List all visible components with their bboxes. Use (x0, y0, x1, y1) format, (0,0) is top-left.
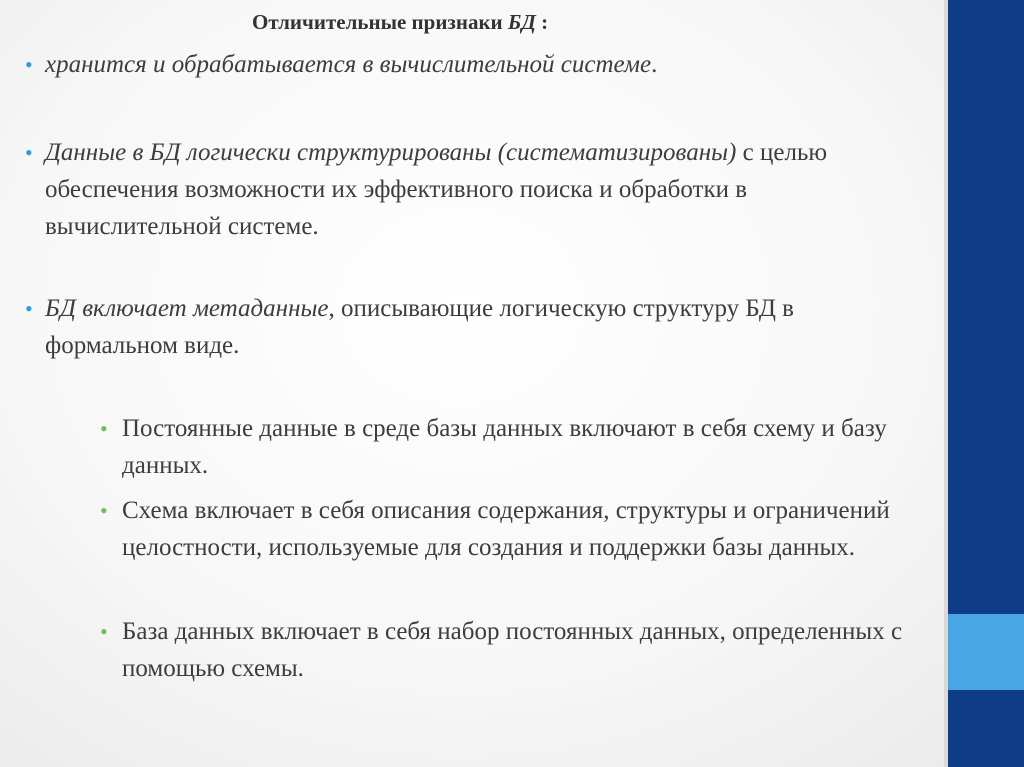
sub-bullet-2: • Схема включает в себя описания содержания, структуры и ограничений целостности, используемые для создания и поддержки базы данных. (122, 492, 922, 566)
sub-bullet-3: • База данных включает в себя набор постоянных данных, определенных с помощью схемы. (122, 613, 922, 687)
bullet-marker: • (25, 140, 33, 165)
sub-bullet-marker: • (100, 498, 108, 523)
bullet-marker: • (25, 52, 33, 77)
bullet-3: • БД включает метаданные, описывающие логическую структуру БД в формальном виде. (45, 290, 925, 364)
sub-bullet-1: • Постоянные данные в среде базы данных включают в себя схему и базу данных. (122, 410, 922, 484)
slide-title: Отличительные признаки БД : (252, 10, 549, 34)
bullet-1: • хранится и обрабатывается в вычислительной системе. (45, 46, 925, 83)
sidebar-accent-block (948, 614, 1024, 690)
sub-bullet-marker: • (100, 416, 108, 441)
sub-bullet-marker: • (100, 619, 108, 644)
bullet-2: • Данные в БД логически структурированы (систематизированы) с целью обеспечения возможности их эффективного поиска и обработки в вычислительной системе. (45, 134, 925, 245)
bullet-marker: • (25, 296, 33, 321)
